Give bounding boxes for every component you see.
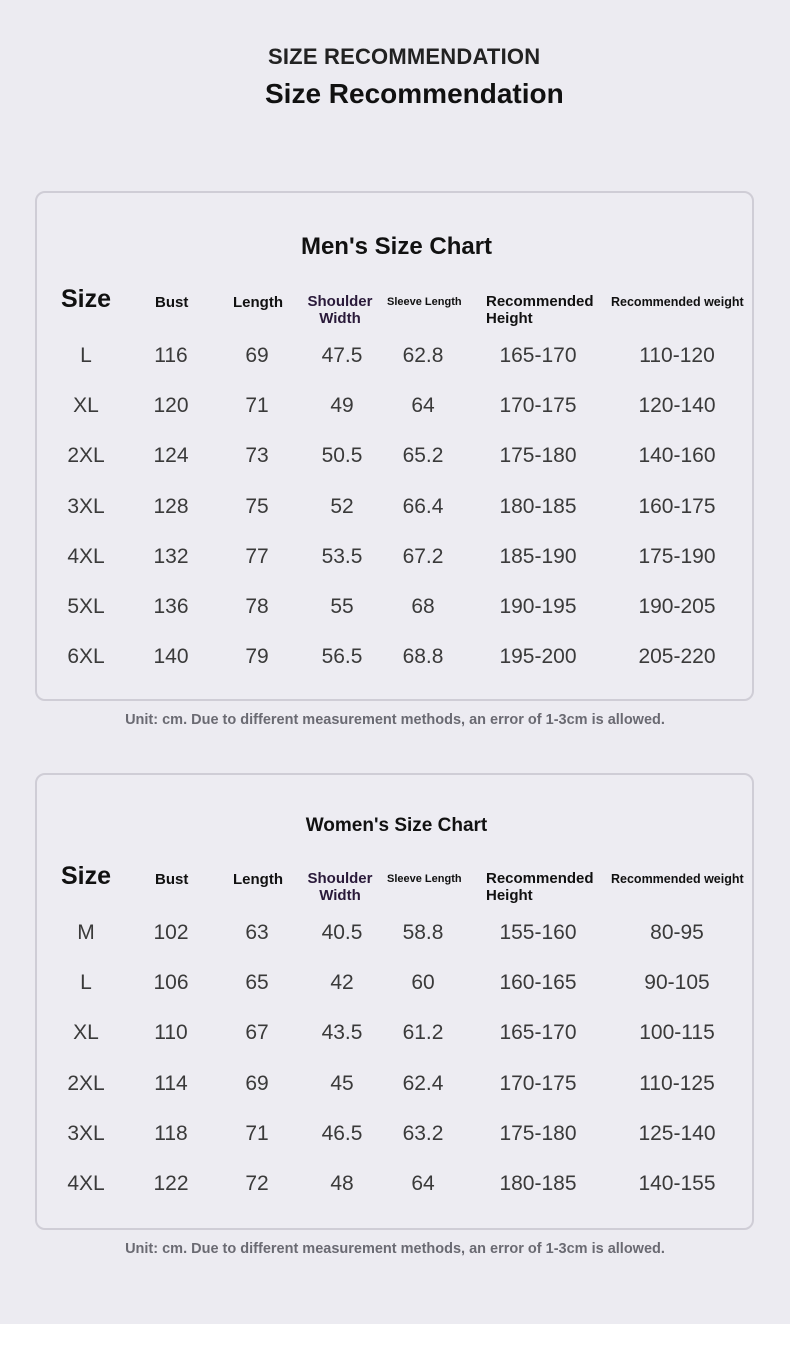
size-cell: 2XL [67, 1071, 105, 1095]
mens-chart-title: Men's Size Chart [300, 233, 493, 260]
mens-measurement-note: Unit: cm. Due to different measurement methods, an error of 1-3cm is allowed. [125, 712, 665, 728]
bust-cell: 122 [153, 1171, 189, 1195]
col-header-length: Length [233, 294, 283, 311]
length-cell: 69 [245, 344, 269, 367]
recommended-weight-cell: 160-175 [638, 494, 716, 518]
womens-chart-title: Women's Size Chart [305, 815, 488, 836]
bust-cell: 102 [153, 921, 189, 944]
col-header-sleeve-length: Sleeve Length [387, 296, 462, 308]
col-header-length: Length [233, 871, 283, 888]
sleeve-length-cell: 64 [411, 1171, 435, 1195]
bust-cell: 114 [154, 1071, 188, 1095]
table-row [37, 1122, 756, 1172]
shoulder-width-cell: 52 [330, 494, 354, 518]
sleeve-length-cell: 68.8 [402, 645, 444, 669]
womens-measurement-note: Unit: cm. Due to different measurement methods, an error of 1-3cm is allowed. [125, 1241, 665, 1257]
shoulder-width-cell: 45 [330, 1071, 354, 1095]
recommended-height-cell: 195-200 [499, 645, 577, 669]
recommended-weight-cell: 125-140 [638, 1121, 716, 1145]
table-row [37, 1072, 756, 1122]
size-cell: 2XL [67, 444, 105, 468]
recommended-weight-cell: 100-115 [639, 1021, 715, 1045]
col-header-sleeve-length: Sleeve Length [387, 873, 462, 885]
recommended-weight-cell: 90-105 [644, 971, 710, 995]
size-cell: 4XL [67, 544, 105, 568]
recommended-height-cell: 175-180 [499, 444, 577, 468]
length-cell: 79 [245, 645, 269, 669]
size-cell: 3XL [67, 494, 105, 518]
sleeve-length-cell: 62.4 [402, 1071, 444, 1095]
recommended-weight-cell: 120-140 [638, 394, 716, 418]
shoulder-width-cell: 40.5 [321, 921, 363, 944]
size-cell: 4XL [67, 1171, 105, 1195]
col-header-recommended-weight: Recommended weight [611, 872, 744, 886]
bust-cell: 116 [154, 344, 188, 367]
col-header-recommended-height: Recommended Height [486, 870, 594, 904]
shoulder-width-cell: 53.5 [321, 544, 363, 568]
col-header-bust: Bust [155, 871, 189, 888]
length-cell: 73 [245, 444, 269, 468]
recommended-height-cell: 160-165 [499, 971, 577, 995]
col-header-recommended-weight: Recommended weight [611, 295, 744, 309]
size-cell: XL [73, 1021, 99, 1045]
bust-cell: 136 [153, 594, 189, 618]
sleeve-length-cell: 64 [411, 394, 435, 418]
shoulder-width-cell: 50.5 [321, 444, 363, 468]
recommended-height-cell: 170-175 [499, 1071, 577, 1095]
recommended-height-cell: 190-195 [499, 594, 577, 618]
table-row [37, 344, 756, 394]
col-header-shoulder-width: Shoulder Width [307, 293, 373, 327]
table-row [37, 394, 756, 444]
recommended-height-cell: 165-170 [499, 344, 577, 367]
sleeve-length-cell: 67.2 [402, 544, 444, 568]
size-cell: 6XL [67, 645, 105, 669]
size-cell: 5XL [67, 594, 105, 618]
recommended-weight-cell: 80-95 [650, 921, 704, 944]
table-row [37, 645, 756, 695]
length-cell: 77 [245, 544, 269, 568]
recommended-height-cell: 155-160 [499, 921, 577, 944]
length-cell: 72 [245, 1171, 269, 1195]
shoulder-width-cell: 46.5 [321, 1121, 363, 1145]
page-small-title: SIZE RECOMMENDATION [268, 44, 541, 69]
bust-cell: 106 [153, 971, 189, 995]
sleeve-length-cell: 60 [411, 971, 435, 995]
recommended-weight-cell: 110-120 [639, 344, 715, 367]
sleeve-length-cell: 68 [411, 594, 435, 618]
bust-cell: 110 [154, 1021, 188, 1045]
table-row [37, 444, 756, 494]
bust-cell: 140 [153, 645, 189, 669]
recommended-weight-cell: 110-125 [639, 1071, 715, 1095]
womens-size-chart [35, 773, 754, 1230]
shoulder-width-cell: 49 [330, 394, 354, 418]
shoulder-width-cell: 55 [330, 594, 354, 618]
recommended-height-cell: 185-190 [499, 544, 577, 568]
bottom-strip [0, 1324, 790, 1349]
recommended-height-cell: 175-180 [499, 1121, 577, 1145]
size-cell: XL [73, 394, 99, 418]
recommended-height-cell: 180-185 [499, 494, 577, 518]
length-cell: 63 [245, 921, 269, 944]
shoulder-width-cell: 47.5 [321, 344, 363, 367]
sleeve-length-cell: 63.2 [402, 1121, 444, 1145]
sleeve-length-cell: 62.8 [402, 344, 444, 367]
sleeve-length-cell: 61.2 [402, 1021, 444, 1045]
bust-cell: 120 [153, 394, 189, 418]
length-cell: 65 [245, 971, 269, 995]
table-row [37, 545, 756, 595]
page-title: Size Recommendation [265, 78, 564, 109]
recommended-height-cell: 180-185 [499, 1171, 577, 1195]
shoulder-width-cell: 42 [330, 971, 354, 995]
mens-size-chart [35, 191, 754, 701]
length-cell: 71 [245, 394, 269, 418]
table-row [37, 921, 756, 971]
size-cell: M [77, 921, 95, 944]
bust-cell: 118 [154, 1121, 188, 1145]
recommended-weight-cell: 140-160 [638, 444, 716, 468]
length-cell: 75 [245, 494, 269, 518]
length-cell: 67 [245, 1021, 269, 1045]
recommended-weight-cell: 190-205 [638, 594, 716, 618]
recommended-height-cell: 170-175 [499, 394, 577, 418]
size-cell: L [80, 344, 92, 367]
bust-cell: 128 [153, 494, 189, 518]
col-header-recommended-height: Recommended Height [486, 293, 594, 327]
sleeve-length-cell: 65.2 [402, 444, 444, 468]
col-header-size: Size [60, 285, 112, 313]
col-header-size: Size [60, 862, 112, 890]
table-row [37, 1021, 756, 1071]
length-cell: 69 [245, 1071, 269, 1095]
shoulder-width-cell: 48 [330, 1171, 354, 1195]
recommended-weight-cell: 175-190 [638, 544, 716, 568]
table-row [37, 595, 756, 645]
table-row [37, 495, 756, 545]
length-cell: 78 [245, 594, 269, 618]
sleeve-length-cell: 66.4 [402, 494, 444, 518]
col-header-bust: Bust [155, 294, 189, 311]
recommended-weight-cell: 140-155 [638, 1171, 716, 1195]
womens-rows [37, 921, 756, 1222]
size-cell: L [80, 971, 92, 995]
bust-cell: 132 [153, 544, 189, 568]
shoulder-width-cell: 43.5 [321, 1021, 363, 1045]
table-row [37, 1172, 756, 1222]
recommended-height-cell: 165-170 [499, 1021, 577, 1045]
length-cell: 71 [245, 1121, 269, 1145]
bust-cell: 124 [153, 444, 189, 468]
col-header-shoulder-width: Shoulder Width [307, 870, 373, 904]
recommended-weight-cell: 205-220 [638, 645, 716, 669]
size-cell: 3XL [67, 1121, 105, 1145]
table-row [37, 971, 756, 1021]
shoulder-width-cell: 56.5 [321, 645, 363, 669]
sleeve-length-cell: 58.8 [402, 921, 444, 944]
mens-rows [37, 344, 756, 695]
